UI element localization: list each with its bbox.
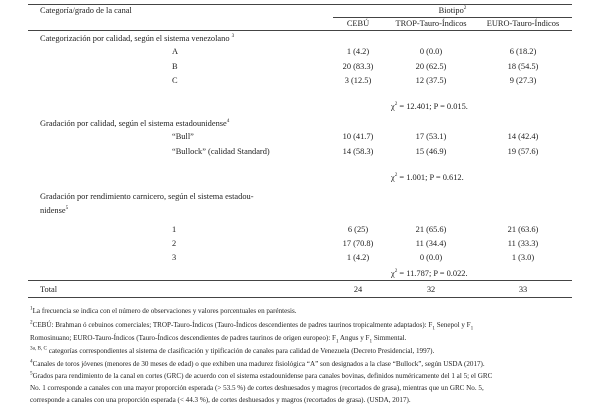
total-euro: 33: [518, 285, 528, 294]
cell-trop: 21 (65.6): [415, 225, 447, 234]
cell-trop: 0 (0.0): [419, 253, 443, 262]
cell-euro: 19 (57.6): [507, 147, 539, 156]
footnote-5: [30, 371, 575, 382]
top-rule: [28, 4, 572, 5]
footnote-2-cont: [30, 333, 575, 344]
biotipo-rule: [333, 17, 572, 18]
cell-trop: 11 (34.4): [415, 239, 447, 248]
section-title-sup: 4: [226, 118, 230, 125]
footnote-4: [30, 359, 575, 370]
total-trop: 32: [426, 285, 436, 294]
footnote-marker: 1: [30, 305, 33, 312]
column-header-euro: EURO-Tauro-Índicos: [486, 19, 560, 28]
row-label: “Bullock” (calidad Standard): [172, 147, 270, 156]
cell-euro: 21 (63.6): [507, 225, 539, 234]
footnote-text: categorías correspondientes al sistema de clasificación y tipificación de canales para calidad de Venezuela (Decreto Presidencial, 1997).: [48, 347, 435, 355]
chi-sup: 2: [394, 172, 398, 179]
total-label: Total: [40, 285, 58, 294]
footnote-5-cont2: corresponde a canales con una proporción esperada (< 44.3 %), de cortes deshuesados y magros (recortados de grasa). (USDA, 2017).: [30, 396, 411, 404]
column-header-cebu: CEBÚ: [346, 19, 370, 28]
total-cebu: 24: [353, 285, 363, 294]
bottom-rule: [28, 297, 572, 298]
chi-value: = 11.787; P = 0.022.: [397, 269, 468, 278]
footnote-marker: 2: [30, 319, 33, 326]
footnote-sub: 1: [335, 338, 339, 345]
footnote-text: Angus y F: [338, 334, 370, 342]
chi-sup: 2: [394, 101, 398, 108]
chi-symbol: χ: [391, 173, 395, 182]
cell-euro: 11 (33.3): [507, 239, 539, 248]
chi-symbol: χ: [391, 269, 395, 278]
section-title-text: Categorización por calidad, según el sistema venezolano: [40, 34, 230, 43]
biotipo-sup: 2: [463, 5, 467, 12]
cell-euro: 14 (42.4): [507, 132, 539, 141]
cell-cebu: 1 (4.2): [346, 47, 370, 56]
section-title-us-yield: Gradación por rendimiento carnicero, según el sistema estadou-: [40, 192, 254, 201]
footnote-sub: 1: [470, 325, 474, 332]
cell-cebu: 6 (25): [347, 225, 369, 234]
section-title-text: nidense: [40, 206, 66, 215]
footnote-text: Senepol y F: [434, 321, 471, 329]
footnote-1: [30, 306, 575, 317]
total-rule: [28, 280, 572, 281]
column-header-category: Categoría/grado de la canal: [40, 6, 132, 15]
section-title-us-yield-cont: [40, 206, 68, 216]
footnote-text: Simmental.: [372, 334, 407, 342]
cell-cebu: 20 (83.3): [342, 62, 374, 71]
cell-trop: 12 (37.5): [415, 76, 447, 85]
row-label: “Bull”: [172, 132, 194, 141]
footnote-3: [30, 346, 575, 357]
cell-euro: 1 (3.0): [511, 253, 535, 262]
cell-cebu: 3 (12.5): [344, 76, 372, 85]
cell-euro: 18 (54.5): [507, 62, 539, 71]
row-label: 2: [172, 239, 177, 248]
chi-square-stat: [391, 269, 468, 279]
cell-cebu: 17 (70.8): [342, 239, 374, 248]
footnote-sub: 1: [432, 325, 435, 332]
chi-value: = 1.001; P = 0.612.: [397, 173, 464, 182]
footnote-marker: 5: [30, 370, 33, 377]
footnote-text: La frecuencia se indica con el número de observaciones y valores porcentuales en paréntesis.: [32, 307, 297, 315]
cell-trop: 20 (62.5): [415, 62, 447, 71]
cell-euro: 6 (18.2): [509, 47, 537, 56]
row-label: 1: [172, 225, 177, 234]
row-label: 3: [172, 253, 177, 262]
chi-value: = 12.401; P = 0.015.: [397, 102, 468, 111]
footnote-text: Canales de toros jóvenes (menores de 30 meses de edad) o que exhiben una madurez fisiológica “A” son designados a la clase “Bullock”, según USDA (2017).: [32, 360, 485, 368]
footnote-marker: 4: [30, 358, 33, 365]
row-label: C: [172, 76, 178, 85]
biotipo-label: Biotipo: [438, 6, 464, 15]
chi-square-stat: [391, 173, 464, 183]
section-title-sup: 3: [231, 33, 235, 40]
cell-euro: 9 (27.3): [509, 76, 537, 85]
cell-trop: 0 (0.0): [419, 47, 443, 56]
cell-trop: 15 (46.9): [415, 147, 447, 156]
footnote-text: Grados para rendimiento de la canal en cortes (GRC) de acuerdo con el sistema estadounidense para canales bovinas, definidos numéricamente del 1 al 5; el GRC: [32, 372, 493, 380]
row-label: B: [172, 62, 178, 71]
section-title-text: Gradación por calidad, según el sistema estadounidense: [40, 119, 227, 128]
section-title-us-quality: [40, 119, 229, 129]
column-header-trop: TROP-Tauro-Índicos: [395, 19, 467, 28]
footnote-5-cont1: No. 1 corresponde a canales con una mayor proporción esperada (> 53.5 %) de cortes deshuesados y magros (recortados de grasa), mientras que un GRC No. 5,: [30, 384, 484, 392]
section-title-venezuelan: [40, 34, 234, 44]
footnote-marker: 3a, B, C: [30, 345, 48, 352]
chi-symbol: χ: [391, 102, 395, 111]
header-rule: [28, 30, 572, 31]
cell-cebu: 10 (41.7): [342, 132, 374, 141]
cell-cebu: 14 (58.3): [342, 147, 374, 156]
chi-square-stat: [391, 102, 468, 112]
footnote-text: Romosinuano; EURO-Tauro-Índicos (Tauro-Índicos descendientes de padres taurinos de origen europeo): F: [30, 334, 336, 342]
footnote-sub: 1: [369, 338, 373, 345]
chi-sup: 2: [394, 268, 398, 275]
cell-trop: 17 (53.1): [415, 132, 447, 141]
section-title-sup: 5: [65, 205, 69, 212]
row-label: A: [172, 47, 179, 56]
cell-cebu: 1 (4.2): [346, 253, 370, 262]
biotipo-header: [333, 6, 572, 16]
footnote-text: CEBÚ: Brahman ó cebuinos comerciales; TROP-Tauro-Índicos (Tauro-Índicos descendientes de padres taurinos tropicalmente adaptados): F: [32, 321, 433, 329]
footnote-2: [30, 320, 575, 331]
